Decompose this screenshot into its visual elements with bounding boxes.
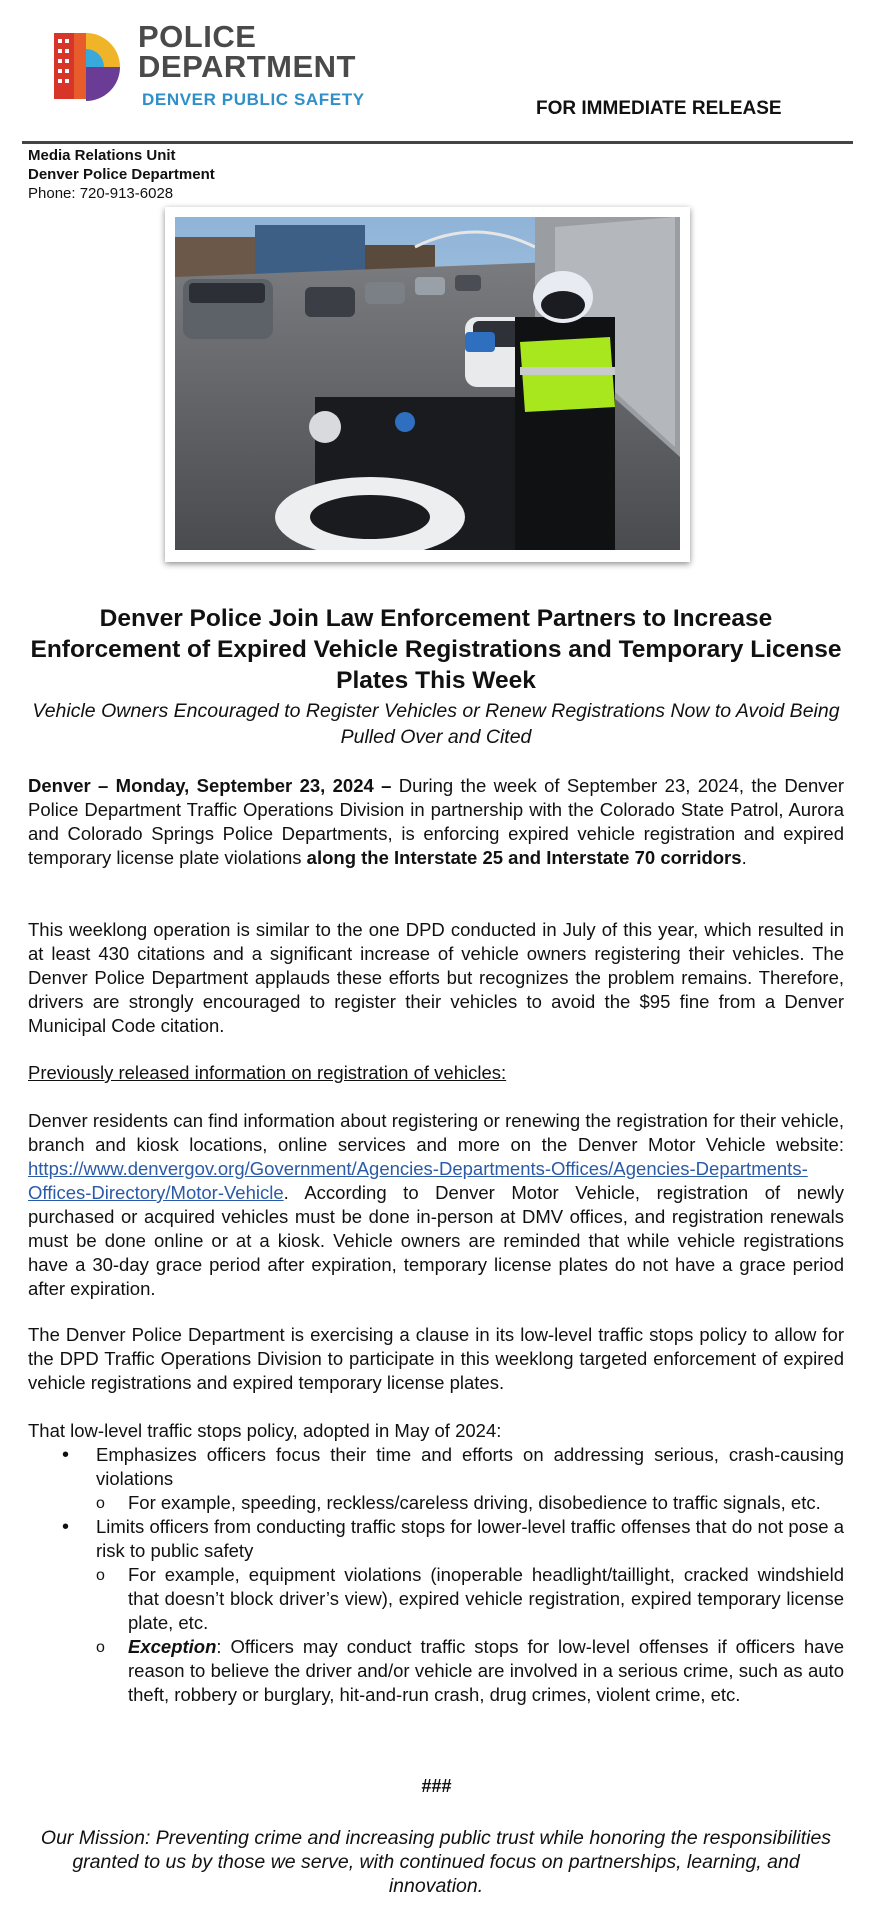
paragraph-1-bold: along the Interstate 25 and Interstate 70 corridors xyxy=(306,847,742,868)
dateline: Denver – Monday, September 23, 2024 – xyxy=(28,775,392,796)
header-divider xyxy=(22,141,853,144)
exception-text: : Officers may conduct traffic stops for low-level offenses if officers have reason to believe the driver and/or vehicle are involved in a serious crime, such as auto theft, robbery or burglary, hit-and-run crash, drug crimes, violent crime, etc. xyxy=(128,1636,844,1705)
policy-item xyxy=(28,1443,844,1515)
department-name-line1: POLICE xyxy=(138,19,257,54)
release-label: FOR IMMEDIATE RELEASE xyxy=(536,98,782,119)
paragraph-1 xyxy=(28,774,844,870)
news-photo xyxy=(165,207,690,562)
contact-phone: Phone: 720-913-6028 xyxy=(28,185,174,202)
policy-sublist xyxy=(96,1563,844,1707)
section-heading-text: Previously released information on registration of vehicles: xyxy=(28,1062,507,1083)
headline: Denver Police Join Law Enforcement Partners to Increase Enforcement of Expired Vehicle Registrations and Temporary License Plates This Week xyxy=(30,605,842,694)
policy-subitem: o For example, equipment violations (inoperable headlight/taillight, cracked windshield that doesn’t block driver’s view), expired vehicle registration, expired temporary license plate, etc. xyxy=(96,1563,844,1635)
department-subtitle: DENVER PUBLIC SAFETY xyxy=(142,90,365,109)
paragraph-1-text: During the week of September 23, 2024, the Denver Police Department Traffic Operations Division in partnership with the Colorado State Patrol, Aurora and Colorado Springs Police Departments, is enforcing expired vehicle registration and expired temporary license plate violations xyxy=(28,775,844,868)
denver-public-safety-logo xyxy=(54,25,120,107)
mission-statement: Our Mission: Preventing crime and increasing public trust while honoring the responsibilities granted to us by those we serve, with continued focus on partnerships, learning, and innovation. xyxy=(40,1827,832,1897)
department-name xyxy=(138,19,356,84)
paragraph-4: The Denver Police Department is exercising a clause in its low-level traffic stops policy to allow for the DPD Traffic Operations Division to participate in this weeklong targeted enforcement of expired vehicle registrations and expired temporary license plates. xyxy=(28,1324,844,1393)
policy-item xyxy=(28,1515,844,1707)
paragraph-3-after: . According to Denver Motor Vehicle, registration of newly purchased or acquired vehicles must be done in-person at DMV offices, and registration renewals must be done online or at a kiosk. Vehicle owners are reminded that while vehicle registrations have a 30-day grace period after expiration, temporary license plates do not have a grace period after expiration. xyxy=(28,1182,844,1299)
contact-block xyxy=(28,146,215,203)
motorcycle-officer-photo xyxy=(175,217,680,550)
end-mark: ### xyxy=(421,1776,452,1796)
exception-label: Exception xyxy=(128,1636,217,1657)
subheadline: Vehicle Owners Encouraged to Register Vehicles or Renew Registrations Now to Avoid Being Pulled Over and Cited xyxy=(32,700,840,748)
policy-list xyxy=(28,1443,844,1707)
department-name-line2: DEPARTMENT xyxy=(138,49,356,84)
paragraph-2: This weeklong operation is similar to the one DPD conducted in July of this year, which resulted in at least 430 citations and a significant increase of vehicle owners registering their vehicles. The Denver Police Department applauds these efforts but recognizes the problem remains. Therefore, drivers are strongly encouraged to register their vehicles to avoid the $95 fine from a Denver Municipal Code citation. xyxy=(28,919,844,1036)
policy-item-text: Limits officers from conducting traffic stops for lower-level traffic offenses that do not pose a risk to public safety xyxy=(96,1516,844,1561)
contact-unit: Media Relations Unit xyxy=(28,147,176,164)
policy-item-text: Emphasizes officers focus their time and efforts on addressing serious, crash-causing violations xyxy=(96,1444,844,1489)
section-heading xyxy=(28,1061,844,1085)
policy-sublist xyxy=(96,1491,844,1515)
policy-section xyxy=(28,1419,844,1707)
paragraph-1-end: . xyxy=(741,847,747,868)
paragraph-3-before: Denver residents can find information about registering or renewing the registration for their vehicle, branch and kiosk locations, online services and more on the Denver Motor Vehicle website: xyxy=(28,1110,844,1155)
policy-intro: That low-level traffic stops policy, adopted in May of 2024: xyxy=(28,1420,502,1441)
contact-department: Denver Police Department xyxy=(28,166,215,183)
dmv-website-link[interactable]: https://www.denvergov.org/Government/Agencies-Departments-Offices/Agencies-Departments-Offices-Directory/Motor-Vehicle xyxy=(28,1158,808,1203)
policy-subitem: o For example, speeding, reckless/careless driving, disobedience to traffic signals, etc. xyxy=(96,1491,844,1515)
policy-exception xyxy=(96,1635,844,1707)
paragraph-3 xyxy=(28,1109,844,1301)
letterhead xyxy=(0,0,873,202)
